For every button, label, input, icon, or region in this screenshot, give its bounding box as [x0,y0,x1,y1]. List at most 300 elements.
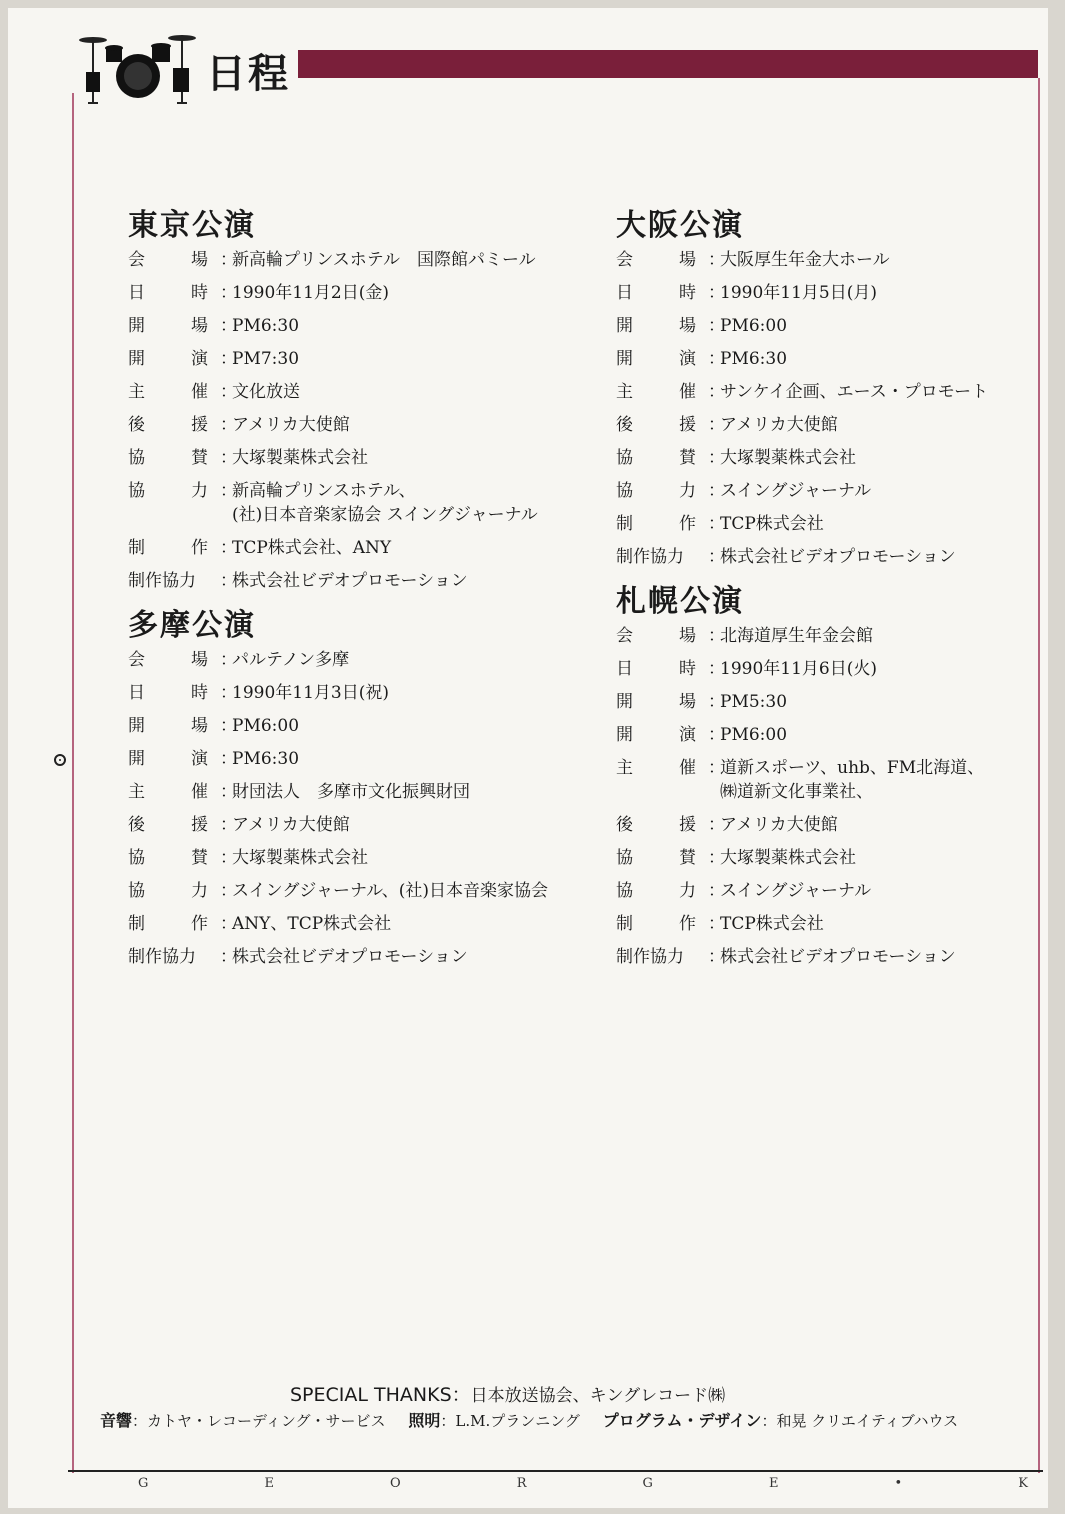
info-label-text [616,281,696,305]
info-colon: ： [708,659,725,679]
info-colon: ： [220,316,237,336]
info-colon: ： [708,725,725,745]
info-label [128,569,220,593]
info-colon: ： [708,881,725,901]
info-row [128,314,598,338]
info-colon: ： [220,415,237,435]
label-char: 協 [616,848,633,868]
info-row [128,780,598,804]
label-char: 主 [128,382,145,402]
label-char: 日 [616,659,633,679]
info-colon: ： [708,415,725,435]
info-label-text [616,479,696,503]
label-char: 協 [128,881,145,901]
info-label-text [616,248,696,272]
info-row [128,479,598,527]
label-char: 後 [128,815,145,835]
info-row [616,314,1036,338]
credit-label: 照明 [408,1411,441,1430]
info-row [616,281,1036,305]
info-label-text [128,446,208,470]
info-value: 大塚製薬株式会社 [232,448,368,468]
info-row [128,347,598,371]
concert-section [616,584,1036,969]
footer-letter: R [516,1476,527,1491]
info-colon: ： [220,538,237,558]
info-row [128,846,598,870]
label-char: 力 [191,481,208,501]
info-colon: ： [708,382,725,402]
info-row [616,413,1036,437]
special-thanks-value: 日本放送協会、キングレコード㈱ [470,1386,726,1406]
info-row [616,756,1036,804]
info-label-text [616,446,696,470]
info-value: 新高輪プリンスホテル、 (社)日本音楽家協会 スイングジャーナル [232,481,538,525]
info-colon: ： [708,547,725,567]
credit-value: カトヤ・レコーディング・サービス [147,1412,386,1430]
label-char: 催 [191,382,208,402]
label-char: 力 [679,881,696,901]
info-row [616,813,1036,837]
special-thanks-label: SPECIAL THANKS [290,1384,452,1406]
info-label-text [616,723,696,747]
info-colon: ： [708,914,725,934]
label-char: 援 [191,415,208,435]
info-label-text [616,624,696,648]
footer-divider [68,1470,1043,1472]
section-title: 東京公演 [128,208,256,243]
label-char: 主 [616,382,633,402]
info-label [616,657,708,681]
label-char: 後 [128,415,145,435]
info-label [128,347,220,371]
info-row [616,945,1036,969]
label-char: 作 [191,914,208,934]
info-label-text [616,813,696,837]
label-char: 制 [128,914,145,934]
info-row [128,747,598,771]
info-row [616,545,1036,569]
info-value: PM6:30 [232,749,300,769]
label-char: 場 [679,316,696,336]
info-label-text [616,657,696,681]
info-label [128,648,220,672]
label-char: 時 [679,659,696,679]
label-char: 場 [191,316,208,336]
concert-section [128,208,598,593]
info-colon: ： [220,749,237,769]
info-label-text [616,512,696,536]
label-char: 開 [616,316,633,336]
info-label [128,780,220,804]
info-colon: ： [708,481,725,501]
label-char: 制 [128,538,145,558]
info-label-text [616,347,696,371]
info-label [616,446,708,470]
info-label-text [616,846,696,870]
info-label-text: 制作協力 [128,947,196,967]
info-value: 1990年11月5日(月) [720,283,877,303]
info-value: スイングジャーナル、(社)日本音楽家協会 [232,881,549,901]
info-colon: ： [220,382,237,402]
footer-letter: K [1018,1476,1028,1491]
info-row [616,380,1036,404]
label-char: 賛 [679,848,696,868]
info-label [128,681,220,705]
footer-letter: E [768,1476,779,1491]
credit-colon: ： [132,1412,148,1430]
info-colon: ： [708,692,725,712]
label-char: 演 [679,349,696,369]
info-colon: ： [220,683,237,703]
info-colon: ： [220,881,237,901]
info-label [616,281,708,305]
info-value: 北海道厚生年金会館 [720,626,873,646]
info-row [128,681,598,705]
info-colon: ： [220,481,237,501]
label-char: 制 [616,914,633,934]
footer-letter: • [894,1476,903,1491]
info-row [128,446,598,470]
info-label [128,281,220,305]
label-char: 会 [128,650,145,670]
label-char: 開 [616,692,633,712]
page-title: 日程 [206,51,290,97]
info-value: 1990年11月2日(金) [232,283,389,303]
info-label-text [616,380,696,404]
info-row [616,690,1036,714]
info-colon: ： [708,758,725,778]
info-label-text [616,690,696,714]
frame-left-line [72,93,74,1473]
info-label [128,536,220,560]
concert-section [616,208,1036,569]
label-char: 時 [191,283,208,303]
info-label-text: 制作協力 [128,571,196,591]
label-char: 作 [679,514,696,534]
label-char: 時 [679,283,696,303]
label-char: 会 [616,626,633,646]
punch-hole-mark [54,754,66,766]
label-char: 援 [191,815,208,835]
label-char: 賛 [191,448,208,468]
info-label-text [128,281,208,305]
label-char: 開 [128,349,145,369]
info-colon: ： [708,815,725,835]
info-value: PM6:30 [720,349,788,369]
label-char: 会 [616,250,633,270]
info-row [616,846,1036,870]
info-value: 文化放送 [232,382,300,402]
info-label [616,756,708,804]
info-label [616,479,708,503]
info-value: 大塚製薬株式会社 [720,448,856,468]
info-row [616,446,1036,470]
credit-label: プログラム・デザイン [602,1411,762,1430]
info-colon: ： [220,349,237,369]
info-value: PM5:30 [720,692,788,712]
label-char: 開 [616,725,633,745]
info-value: 大塚製薬株式会社 [232,848,368,868]
credit-value: L.M.プランニング [455,1412,580,1430]
info-row [128,945,598,969]
info-label-text [128,747,208,771]
info-label [616,879,708,903]
info-colon: ： [708,514,725,534]
info-value: PM7:30 [232,349,300,369]
info-value: PM6:00 [720,316,788,336]
info-colon: ： [220,571,237,591]
info-row [616,879,1036,903]
info-label-text [128,536,208,560]
label-char: 場 [191,650,208,670]
info-label [128,479,220,527]
special-thanks-colon: ： [451,1384,471,1406]
info-value: スイングジャーナル [720,481,872,501]
label-char: 日 [128,283,145,303]
info-label [616,624,708,648]
info-label [616,723,708,747]
right-column [616,208,1036,978]
info-row [128,569,598,593]
label-char: 開 [128,316,145,336]
info-label [128,813,220,837]
info-colon: ： [220,914,237,934]
header-bar [298,50,1038,78]
info-colon: ： [708,316,725,336]
label-char: 時 [191,683,208,703]
info-label [616,380,708,404]
info-value: パルテノン多摩 [232,650,350,670]
label-char: 作 [679,914,696,934]
label-char: 協 [128,848,145,868]
info-label-text [128,648,208,672]
info-label-text [128,912,208,936]
credit-colon: ： [761,1412,777,1430]
info-label-text [616,413,696,437]
info-colon: ： [220,650,237,670]
info-colon: ： [708,626,725,646]
info-value: PM6:00 [720,725,788,745]
info-row [616,723,1036,747]
info-label [128,714,220,738]
label-char: 場 [679,626,696,646]
label-char: 催 [679,758,696,778]
info-label-text [616,879,696,903]
info-value: TCP株式会社、ANY [232,538,392,558]
info-colon: ： [708,947,725,967]
info-label [616,314,708,338]
info-colon: ： [220,782,237,802]
info-value: アメリカ大使館 [720,415,838,435]
program-page [8,8,1048,1508]
info-label-text [128,879,208,903]
drum-kit-icon [78,28,198,108]
info-label [128,912,220,936]
info-colon: ： [708,349,725,369]
info-label [128,413,220,437]
info-label [128,380,220,404]
label-char: 演 [679,725,696,745]
footer-letter: G [642,1476,653,1491]
special-thanks [290,1380,725,1407]
info-value: 株式会社ビデオプロモーション [232,947,468,967]
label-char: 開 [128,749,145,769]
info-row [616,512,1036,536]
info-value: 大塚製薬株式会社 [720,848,856,868]
info-label [128,248,220,272]
info-value: ANY、TCP株式会社 [232,914,392,934]
info-row [616,657,1036,681]
info-row [128,813,598,837]
label-char: 援 [679,415,696,435]
info-label-text [616,912,696,936]
info-row [128,248,598,272]
info-value: アメリカ大使館 [720,815,838,835]
info-label [128,945,220,969]
info-label [616,690,708,714]
info-row [616,479,1036,503]
label-char: 催 [679,382,696,402]
info-label-text [128,780,208,804]
info-label [616,512,708,536]
info-label-text [128,347,208,371]
info-value: スイングジャーナル [720,881,872,901]
info-label [616,813,708,837]
info-colon: ： [220,947,237,967]
info-row [616,624,1036,648]
credit-colon: ： [440,1412,456,1430]
info-row [128,413,598,437]
info-colon: ： [220,250,237,270]
label-char: 後 [616,815,633,835]
label-char: 主 [128,782,145,802]
info-value: 新高輪プリンスホテル 国際館パミール [232,250,536,270]
label-char: 協 [616,881,633,901]
info-value: 1990年11月6日(火) [720,659,877,679]
label-char: 協 [128,448,145,468]
credits-line [100,1408,976,1431]
info-row [616,347,1036,371]
info-colon: ： [220,448,237,468]
info-label-text [128,714,208,738]
info-value: アメリカ大使館 [232,415,350,435]
info-label [616,945,708,969]
info-row [128,281,598,305]
info-value: PM6:30 [232,316,300,336]
info-row [128,380,598,404]
info-row [128,879,598,903]
section-title: 多摩公演 [128,608,256,643]
info-row [616,248,1036,272]
label-char: 後 [616,415,633,435]
info-label [128,747,220,771]
info-label-text: 制作協力 [616,547,684,567]
info-colon: ： [708,848,725,868]
info-label-text [128,479,208,527]
info-label [616,413,708,437]
label-char: 日 [128,683,145,703]
info-label-text [616,314,696,338]
info-label [616,545,708,569]
info-value: 道新スポーツ、uhb、FM北海道、 ㈱道新文化事業社、 [720,758,985,802]
info-label [616,912,708,936]
info-value: 大阪厚生年金大ホール [720,250,890,270]
label-char: 作 [191,538,208,558]
info-label-text: 制作協力 [616,947,684,967]
credit-value: 和晃 クリエイティブハウス [776,1412,959,1430]
info-value: 1990年11月3日(祝) [232,683,389,703]
label-char: 開 [616,349,633,369]
label-char: 場 [191,716,208,736]
footer-letters [138,1476,1028,1491]
info-label [128,879,220,903]
info-label-text [128,813,208,837]
label-char: 日 [616,283,633,303]
footer-letter: E [264,1476,274,1491]
info-row [128,536,598,560]
label-char: 賛 [679,448,696,468]
info-value: 財団法人 多摩市文化振興財団 [232,782,470,802]
footer-letter: G [138,1476,149,1491]
info-colon: ： [708,283,725,303]
info-label-text [128,248,208,272]
label-char: 主 [616,758,633,778]
info-label-text [128,413,208,437]
info-value: TCP株式会社 [720,514,824,534]
frame-right-line [1038,78,1040,1473]
label-char: 協 [616,481,633,501]
info-value: PM6:00 [232,716,300,736]
info-value: アメリカ大使館 [232,815,350,835]
credit-label: 音響 [100,1411,133,1430]
section-title: 札幌公演 [616,584,744,619]
info-row [616,912,1036,936]
info-colon: ： [708,448,725,468]
label-char: 援 [679,815,696,835]
label-char: 会 [128,250,145,270]
footer-letter: O [389,1476,401,1491]
label-char: 協 [128,481,145,501]
info-value: TCP株式会社 [720,914,824,934]
info-label [128,446,220,470]
info-label-text [616,756,696,804]
info-row [128,714,598,738]
concert-section [128,608,598,969]
info-label [616,846,708,870]
label-char: 力 [191,881,208,901]
info-label [128,846,220,870]
label-char: 力 [679,481,696,501]
label-char: 場 [679,250,696,270]
info-label [616,248,708,272]
info-value: 株式会社ビデオプロモーション [232,571,468,591]
info-value: サンケイ企画、エース・プロモート [720,382,989,402]
info-label-text [128,681,208,705]
label-char: 開 [128,716,145,736]
info-value: 株式会社ビデオプロモーション [720,947,956,967]
info-colon: ： [708,250,725,270]
info-label-text [128,846,208,870]
info-label-text [128,314,208,338]
info-value: 株式会社ビデオプロモーション [720,547,956,567]
info-label [128,314,220,338]
label-char: 催 [191,782,208,802]
label-char: 場 [679,692,696,712]
info-colon: ： [220,283,237,303]
info-row [128,648,598,672]
label-char: 場 [191,250,208,270]
